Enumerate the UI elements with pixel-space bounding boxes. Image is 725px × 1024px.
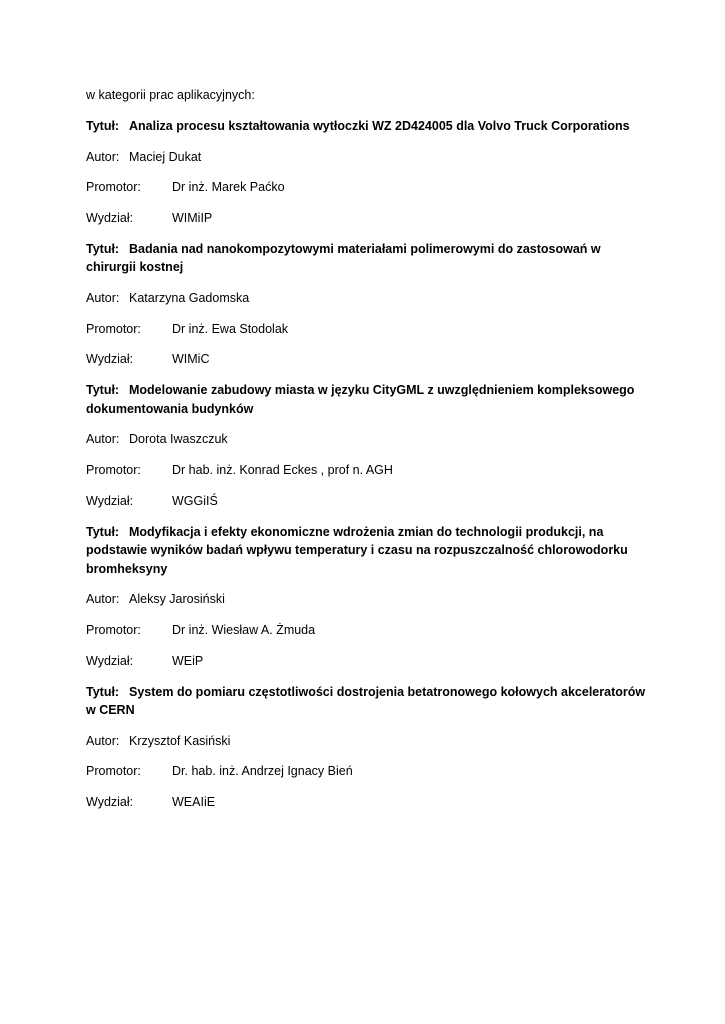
faculty-label: Wydział: [86, 352, 134, 367]
entries-list [86, 117, 646, 824]
author-label: Autor: [86, 290, 120, 305]
faculty-field [86, 350, 646, 368]
title-text: Modelowanie zabudowy miasta w języku CityGML z uwzględnieniem kompleksowego dokumentowania budynków [86, 383, 635, 416]
title-label: Tytuł: [86, 383, 120, 398]
author-value: Maciej Dukat [129, 149, 202, 164]
promoter-field [86, 320, 646, 338]
faculty-value: WIMiIP [172, 211, 213, 226]
author-field [86, 430, 646, 448]
faculty-field [86, 209, 646, 227]
author-value: Dorota Iwaszczuk [129, 432, 228, 447]
promoter-label: Promotor: [86, 622, 141, 637]
faculty-value: WIMiC [172, 352, 210, 367]
promoter-label: Promotor: [86, 463, 141, 478]
title-text: Modyfikacja i efekty ekonomiczne wdrożenia zmian do technologii produkcji, na podstawie wyników badań wpływu temperatury i czasu na rozpuszczalność chlorowodorku bromheksyny [86, 524, 628, 576]
faculty-value: WGGiIŚ [172, 493, 218, 508]
thesis-entry [86, 381, 646, 510]
title-text: Badania nad nanokompozytowymi materiałami polimerowymi do zastosowań w chirurgii kostnej [86, 241, 601, 275]
title-text: Analiza procesu kształtowania wytłoczki WZ 2D424005 dla Volvo Truck Corporations [129, 119, 630, 133]
promoter-field [86, 762, 646, 780]
promoter-field [86, 461, 646, 479]
promoter-field [86, 178, 646, 196]
promoter-label: Promotor: [86, 180, 141, 195]
author-value: Aleksy Jarosiński [129, 592, 225, 607]
faculty-field [86, 492, 646, 510]
promoter-value: Dr. hab. inż. Andrzej Ignacy Bień [172, 764, 353, 779]
faculty-value: WEiP [172, 653, 204, 668]
thesis-title [86, 117, 646, 136]
title-label: Tytuł: [86, 241, 120, 256]
author-field [86, 732, 646, 750]
author-field [86, 590, 646, 608]
faculty-label: Wydział: [86, 493, 134, 508]
author-label: Autor: [86, 592, 120, 607]
thesis-entry [86, 523, 646, 670]
faculty-label: Wydział: [86, 795, 134, 810]
category-intro: w kategorii prac aplikacyjnych: [86, 88, 255, 102]
thesis-title [86, 240, 646, 277]
faculty-field [86, 793, 646, 811]
thesis-entry [86, 240, 646, 369]
author-value: Krzysztof Kasiński [129, 733, 231, 748]
promoter-label: Promotor: [86, 764, 141, 779]
thesis-title [86, 381, 646, 418]
title-label: Tytuł: [86, 119, 120, 133]
promoter-field [86, 621, 646, 639]
faculty-field [86, 652, 646, 670]
faculty-label: Wydział: [86, 211, 134, 226]
author-value: Katarzyna Gadomska [129, 290, 250, 305]
thesis-title [86, 523, 646, 579]
promoter-value: Dr inż. Ewa Stodolak [172, 321, 289, 336]
faculty-label: Wydział: [86, 653, 134, 668]
promoter-value: Dr inż. Marek Paćko [172, 180, 285, 195]
author-label: Autor: [86, 149, 120, 164]
author-field [86, 289, 646, 307]
title-label: Tytuł: [86, 524, 120, 539]
promoter-value: Dr inż. Wiesław A. Żmuda [172, 622, 316, 637]
author-label: Autor: [86, 733, 120, 748]
thesis-entry [86, 117, 646, 227]
promoter-label: Promotor: [86, 321, 141, 336]
faculty-value: WEAIiE [172, 795, 216, 810]
author-label: Autor: [86, 432, 120, 447]
thesis-title [86, 683, 646, 720]
author-field [86, 148, 646, 166]
title-label: Tytuł: [86, 684, 120, 699]
thesis-entry [86, 683, 646, 812]
title-text: System do pomiaru częstotliwości dostrojenia betatronowego kołowych akceleratorów w CERN [86, 684, 646, 718]
promoter-value: Dr hab. inż. Konrad Eckes , prof n. AGH [172, 463, 393, 478]
